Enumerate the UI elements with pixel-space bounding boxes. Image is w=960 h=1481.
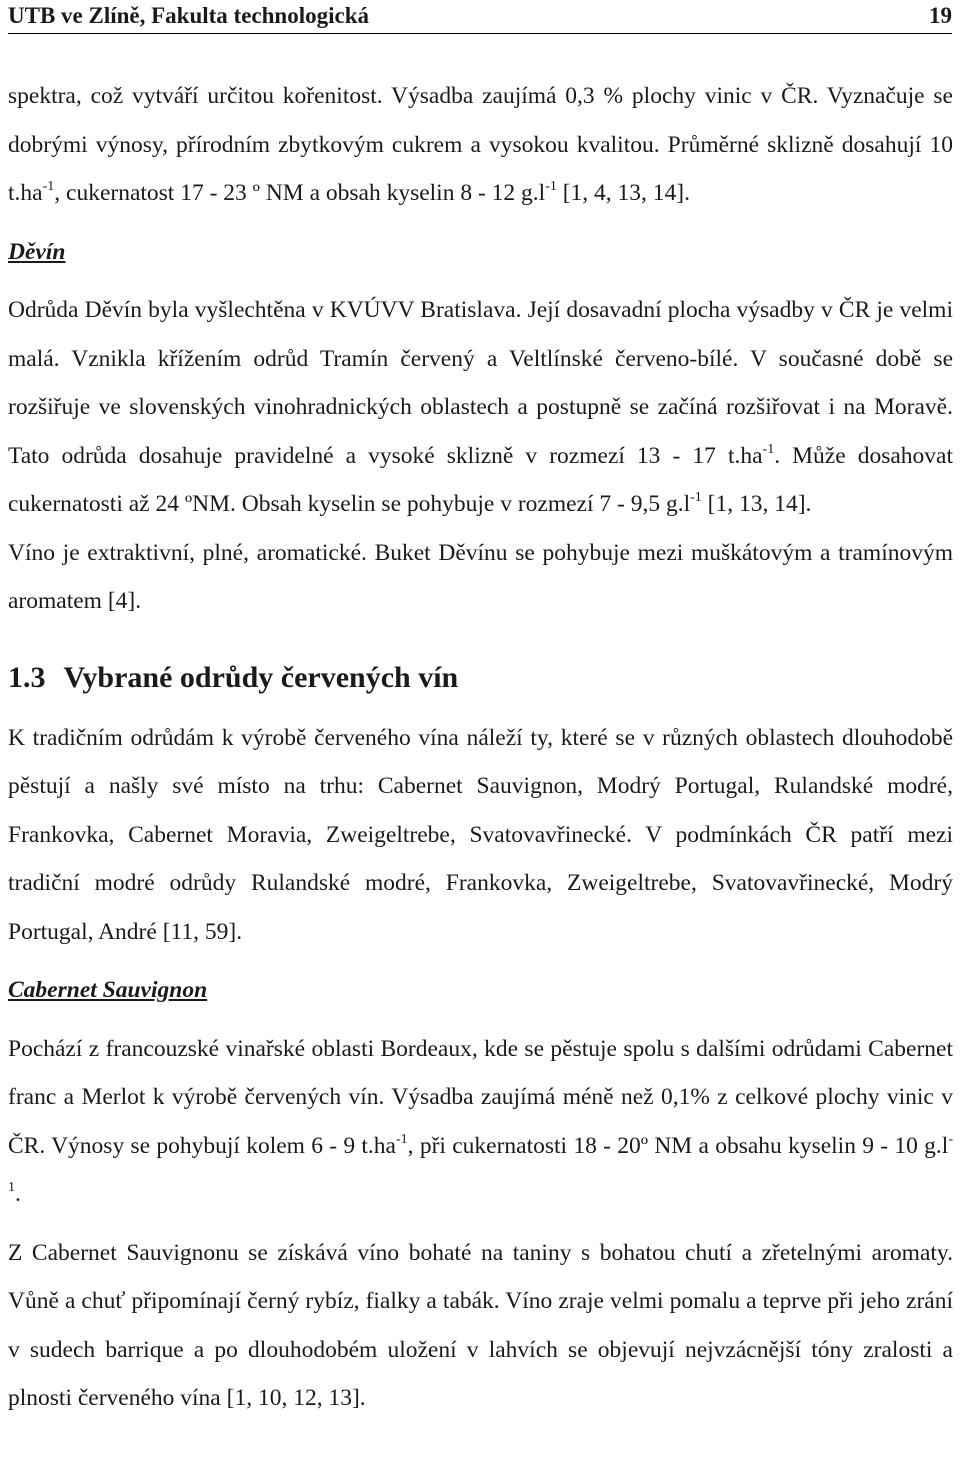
superscript: -1 <box>8 1131 953 1195</box>
page-header <box>8 0 952 34</box>
paragraph-cabernet-2: Z Cabernet Sauvignonu se získává víno bohaté na taniny s bohatou chutí a zřetelnými aromaty. Vůně a chuť připomínají černý rybíz, fialky a tabák. Víno zraje velmi pomalu a teprve při jeho zrání v sudech barrique a po dlouhodobém uložení v lahvích se objevují nejvzácnější tóny zralosti a plnosti červeného vína [1, 10, 12, 13]. <box>8 1239 953 1411</box>
superscript: -1 <box>762 441 775 457</box>
text-run: [1, 13, 14]. <box>701 491 812 517</box>
spacer <box>8 1219 953 1229</box>
superscript: -1 <box>690 490 702 505</box>
text-run: , cukernatost 17 - 23 º NM a obsah kyselin 8 - 12 g.l <box>54 180 546 206</box>
header-title: UTB ve Zlíně, Fakulta technologická <box>8 3 369 28</box>
superscript: -1 <box>545 179 557 194</box>
page-number: 19 <box>929 3 952 28</box>
paragraph-section-intro: K tradičním odrůdám k výrobě červeného vína náleží ty, které se v různých oblastech dlouhodobě pěstují a našly své místo na trhu: Cabernet Sauvignon, Modrý Portugal, Rulandské modré, Frankovka, Cabernet Moravia, Zweigeltrebe, Svatovavřinecké. V podmínkách ČR patří mezi tradiční modré odrůdy Rulandské modré, Frankovka, Zweigeltrebe, Svatovavřinecké, Modrý Portugal, André [11, 59]. <box>8 724 953 945</box>
spacer <box>8 1015 953 1025</box>
paragraph-devin-2: Víno je extraktivní, plné, aromatické. Buket Děvínu se pohybuje mezi muškátovým a tramínovým aromatem [4]. <box>8 539 953 614</box>
spacer <box>8 276 953 286</box>
section-title: Vybrané odrůdy červených vín <box>63 660 459 694</box>
text-run: . Může dosahovat cukernatosti až 24 ºNM. Obsah kyselin se pohybuje v rozmezí 7 - 9,5 g.l <box>8 442 954 517</box>
text-run: spektra, což vytváří určitou kořenitost. Výsadba zaujímá 0,3 % plochy vinic v ČR. Vyznačuje se dobrými výnosy, přírodním zbytkovým cukrem a vysokou kvalitou. Průměrné sklizně dosahují 10 t.ha <box>8 83 953 206</box>
document-body <box>8 72 953 1423</box>
section-number: 1.3 <box>8 660 46 694</box>
text-run: . <box>15 1181 21 1207</box>
paragraph-devin-1 <box>8 286 953 529</box>
section-heading <box>8 654 953 702</box>
spacer <box>8 956 953 966</box>
text-run: [1, 4, 13, 14]. <box>556 180 691 206</box>
spacer <box>8 218 953 228</box>
text-run: , při cukernatosti 18 - 20º NM a obsahu kyselin 9 - 10 g.l <box>407 1132 949 1159</box>
superscript: -1 <box>396 1131 408 1147</box>
paragraph-intro <box>8 72 953 218</box>
subheading-cabernet: Cabernet Sauvignon <box>8 977 208 1003</box>
text-run: Pochází z francouzské vinařské oblasti Bordeaux, kde se pěstuje spolu s dalšími odrůdami Cabernet franc a Merlot k výrobě červených vín. Výsadba zaujímá méně než 0,1% z celkové plochy vinic v ČR. Výnosy se pohybují kolem 6 - 9 t.ha <box>8 1035 953 1159</box>
text-run: Odrůda Děvín byla vyšlechtěna v KVÚVV Bratislava. Její dosavadní plocha výsadby v ČR je velmi malá. Vznikla křížením odrůd Tramín červený a Veltlínské červeno-bílé. V současné době se rozšiřuje ve slovenských vinohradnických oblastech a postupně se začíná rozšiřovat i na Moravě. Tato odrůda dosahuje pravidelné a vysoké sklizně v rozmezí 13 - 17 t.ha <box>8 297 953 469</box>
paragraph-cabernet-1 <box>8 1025 953 1219</box>
subheading-devin: Děvín <box>8 238 66 265</box>
superscript: -1 <box>42 179 55 194</box>
